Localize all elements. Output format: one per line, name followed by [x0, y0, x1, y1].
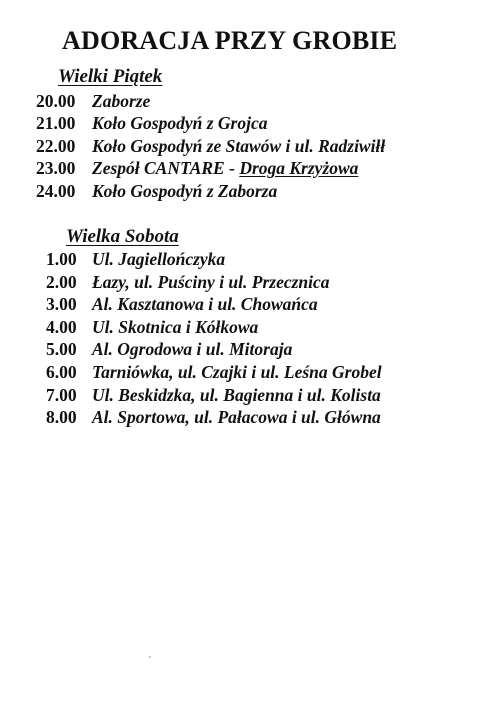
schedule-description: Koło Gospodyń ze Stawów i ul. Radziwiłł [92, 135, 386, 156]
schedule-description: Al. Ogrodowa i ul. Mitoraja [92, 339, 293, 360]
schedule-list-holy-saturday [46, 248, 382, 429]
schedule-description: Zespół CANTARE - [92, 158, 240, 179]
schedule-time: 5.00 [46, 339, 77, 360]
section-heading-good-friday: Wielki Piątek [58, 66, 163, 87]
schedule-row [36, 135, 385, 157]
schedule-row [36, 157, 385, 179]
schedule-time: 24.00 [36, 180, 76, 201]
schedule-description: Koło Gospodyń z Zaborza [92, 180, 278, 201]
schedule-time: 1.00 [46, 249, 77, 269]
schedule-row [46, 338, 382, 361]
schedule-description: Koło Gospodyń z Grojca [92, 113, 268, 134]
schedule-time: 23.00 [36, 158, 76, 179]
schedule-description-underlined: Droga Krzyżowa [239, 158, 359, 179]
schedule-description: Ul. Beskidzka, ul. Bagienna i ul. Kolista [92, 384, 381, 405]
schedule-row [46, 361, 382, 384]
schedule-row [46, 271, 382, 294]
schedule-row [36, 180, 385, 202]
schedule-row [46, 384, 382, 407]
schedule-description: Al. Sportowa, ul. Pałacowa i ul. Główna [92, 407, 381, 428]
schedule-description: Al. Kasztanowa i ul. Chowańca [92, 294, 318, 315]
schedule-time: 4.00 [46, 316, 77, 337]
page-title: ADORACJA PRZY GROBIE [62, 26, 398, 55]
schedule-description: Tarniówka, ul. Czajki i ul. Leśna Grobel [92, 361, 382, 382]
schedule-time: 21.00 [36, 113, 76, 134]
schedule-row [46, 293, 382, 316]
schedule-description: Ul. Skotnica i Kółkowa [92, 316, 259, 337]
schedule-time: 3.00 [46, 294, 77, 315]
schedule-row [36, 90, 385, 112]
schedule-description: Ul. Jagiellończyka [92, 249, 226, 269]
schedule-row [36, 112, 385, 134]
scan-speck [149, 656, 151, 658]
schedule-time: 6.00 [46, 361, 77, 382]
schedule-row [46, 406, 382, 429]
section-heading-holy-saturday: Wielka Sobota [66, 226, 179, 247]
schedule-time: 7.00 [46, 384, 77, 405]
schedule-time: 22.00 [36, 135, 76, 156]
schedule-description: Łazy, ul. Puściny i ul. Przecznica [92, 271, 330, 292]
schedule-time: 2.00 [46, 271, 77, 292]
schedule-time: 8.00 [46, 407, 77, 428]
schedule-row [46, 248, 382, 271]
schedule-time: 20.00 [36, 91, 76, 111]
schedule-list-good-friday [36, 90, 385, 202]
schedule-row [46, 316, 382, 339]
schedule-description: Zaborze [92, 91, 151, 111]
